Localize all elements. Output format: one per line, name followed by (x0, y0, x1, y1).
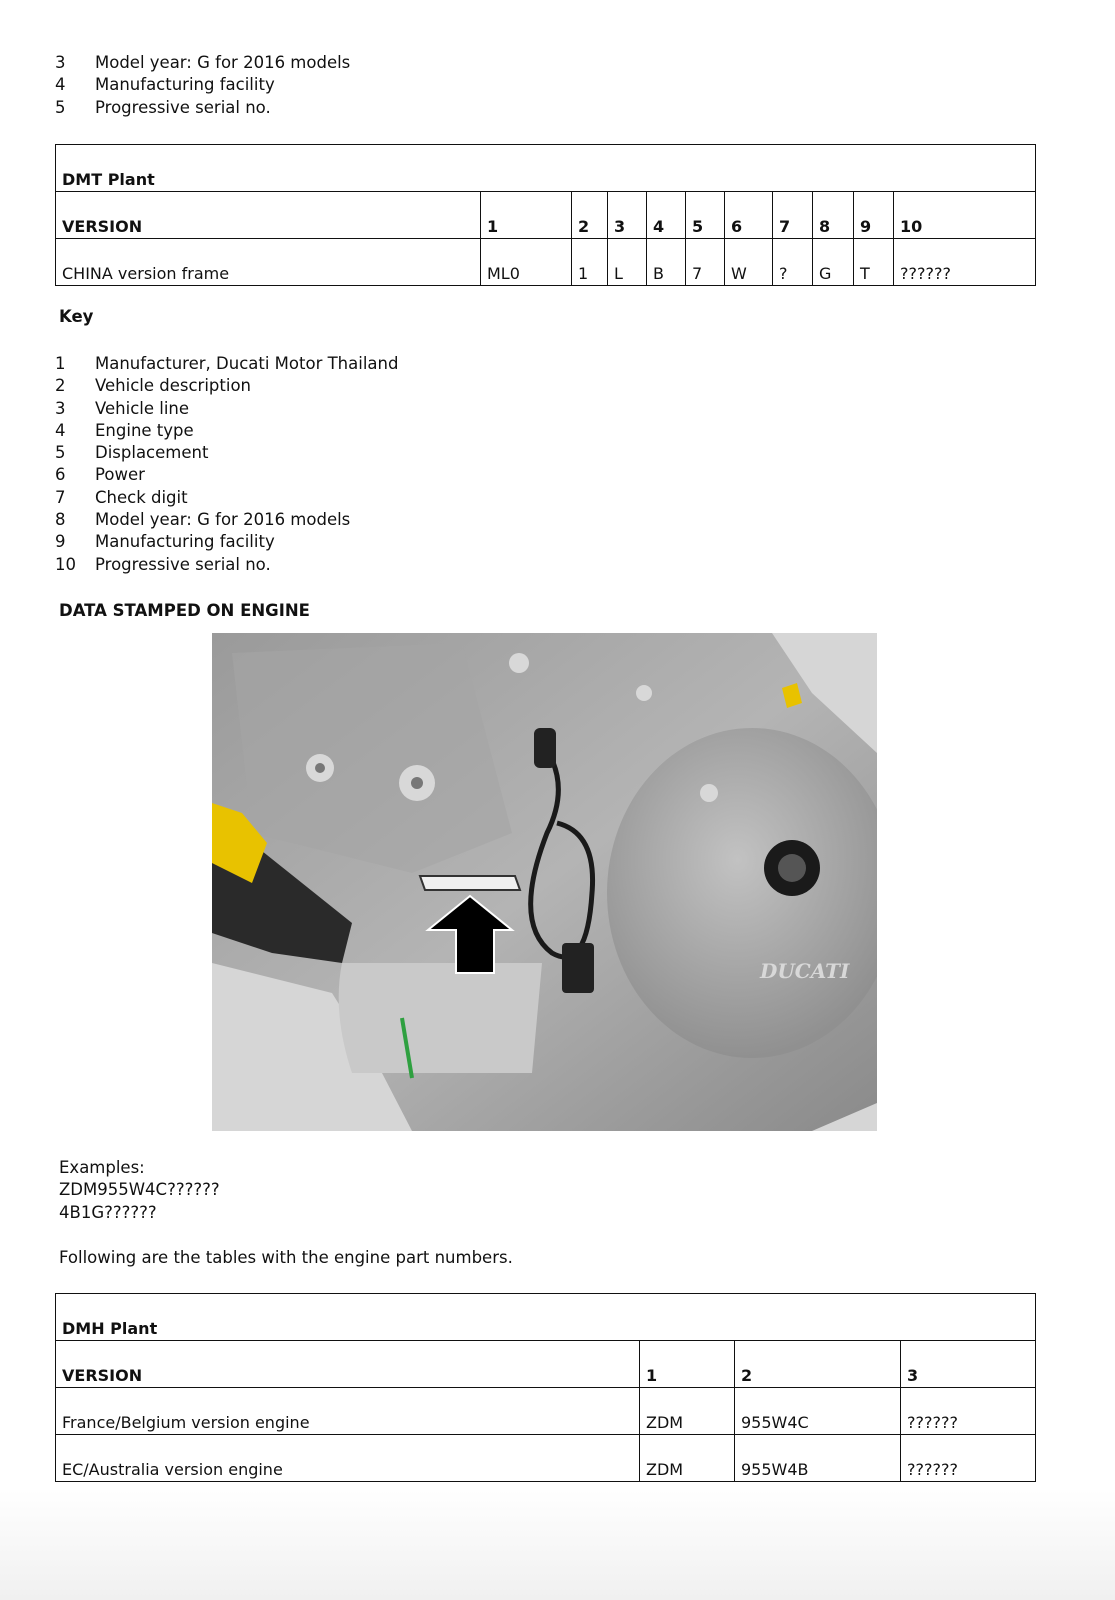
column-header: 1 (640, 1341, 735, 1388)
table-cell: France/Belgium version engine (56, 1388, 640, 1435)
engine-illustration (212, 633, 877, 1131)
starter-motor-shape (339, 963, 542, 1073)
key-heading: Key (59, 307, 94, 326)
column-header: 9 (854, 192, 894, 239)
list-item: 3 Model year: G for 2016 models (55, 53, 351, 72)
table-cell: 7 (686, 239, 725, 286)
stamp-location-marker (420, 876, 520, 890)
list-item: 3 Vehicle line (55, 398, 190, 418)
table-cell: 1 (572, 239, 608, 286)
table-cell: ?????? (901, 1435, 1036, 1482)
table-title-row (56, 1294, 1036, 1341)
column-header: 4 (647, 192, 686, 239)
table-title: DMH Plant (56, 1294, 1036, 1341)
column-header: 8 (813, 192, 854, 239)
dmh-plant-table (55, 1293, 1036, 1482)
table-cell: 955W4B (735, 1435, 901, 1482)
list-item: 7 Check digit (55, 487, 188, 507)
dmt-plant-table (55, 144, 1036, 286)
table-cell: L (608, 239, 647, 286)
table-cell: 955W4C (735, 1388, 901, 1435)
table-row (56, 1435, 1036, 1482)
column-header: 7 (773, 192, 813, 239)
column-header: 6 (725, 192, 773, 239)
brand-mark: DUCATI (760, 959, 850, 983)
list-item: 8 Model year: G for 2016 models (55, 510, 351, 530)
table-title: DMT Plant (56, 145, 1036, 192)
table-cell: ZDM (640, 1435, 735, 1482)
top-key-list (55, 52, 350, 119)
column-header: 3 (901, 1341, 1036, 1388)
list-item: 10 Progressive serial no. (55, 554, 271, 574)
examples-label: Examples: (59, 1158, 145, 1177)
table-cell: ML0 (481, 239, 572, 286)
table-cell: B (647, 239, 686, 286)
example-code: ZDM955W4C?????? (59, 1180, 220, 1200)
column-header: 10 (894, 192, 1036, 239)
column-header: VERSION (56, 1341, 640, 1388)
column-header: 2 (735, 1341, 901, 1388)
column-header: 1 (481, 192, 572, 239)
list-item: 1 Manufacturer, Ducati Motor Thailand (55, 354, 399, 373)
table-row (56, 239, 1036, 286)
column-header: 2 (572, 192, 608, 239)
column-header: 5 (686, 192, 725, 239)
examples-block (59, 1157, 220, 1224)
table-header-row (56, 192, 1036, 239)
table-cell: ?????? (894, 239, 1036, 286)
column-header: VERSION (56, 192, 481, 239)
list-item: 4 Engine type (55, 420, 194, 440)
list-item: 4 Manufacturing facility (55, 75, 275, 95)
table-cell: W (725, 239, 773, 286)
example-code: 4B1G?????? (59, 1202, 157, 1222)
table-cell: ?????? (901, 1388, 1036, 1435)
table-cell: T (854, 239, 894, 286)
table-header-row (56, 1341, 1036, 1388)
table-title-row (56, 145, 1036, 192)
engine-photo (212, 633, 877, 1131)
list-item: 6 Power (55, 465, 145, 485)
table-row (56, 1388, 1036, 1435)
engine-section-heading: DATA STAMPED ON ENGINE (59, 601, 310, 620)
table-cell: ? (773, 239, 813, 286)
table-cell: G (813, 239, 854, 286)
key-list (55, 353, 398, 576)
intro-text: Following are the tables with the engine part numbers. (59, 1248, 513, 1267)
column-header: 3 (608, 192, 647, 239)
list-item: 2 Vehicle description (55, 376, 251, 396)
list-item: 5 Progressive serial no. (55, 97, 271, 117)
list-item: 9 Manufacturing facility (55, 532, 275, 552)
table-cell: ZDM (640, 1388, 735, 1435)
table-cell: EC/Australia version engine (56, 1435, 640, 1482)
list-item: 5 Displacement (55, 443, 209, 463)
table-cell: CHINA version frame (56, 239, 481, 286)
